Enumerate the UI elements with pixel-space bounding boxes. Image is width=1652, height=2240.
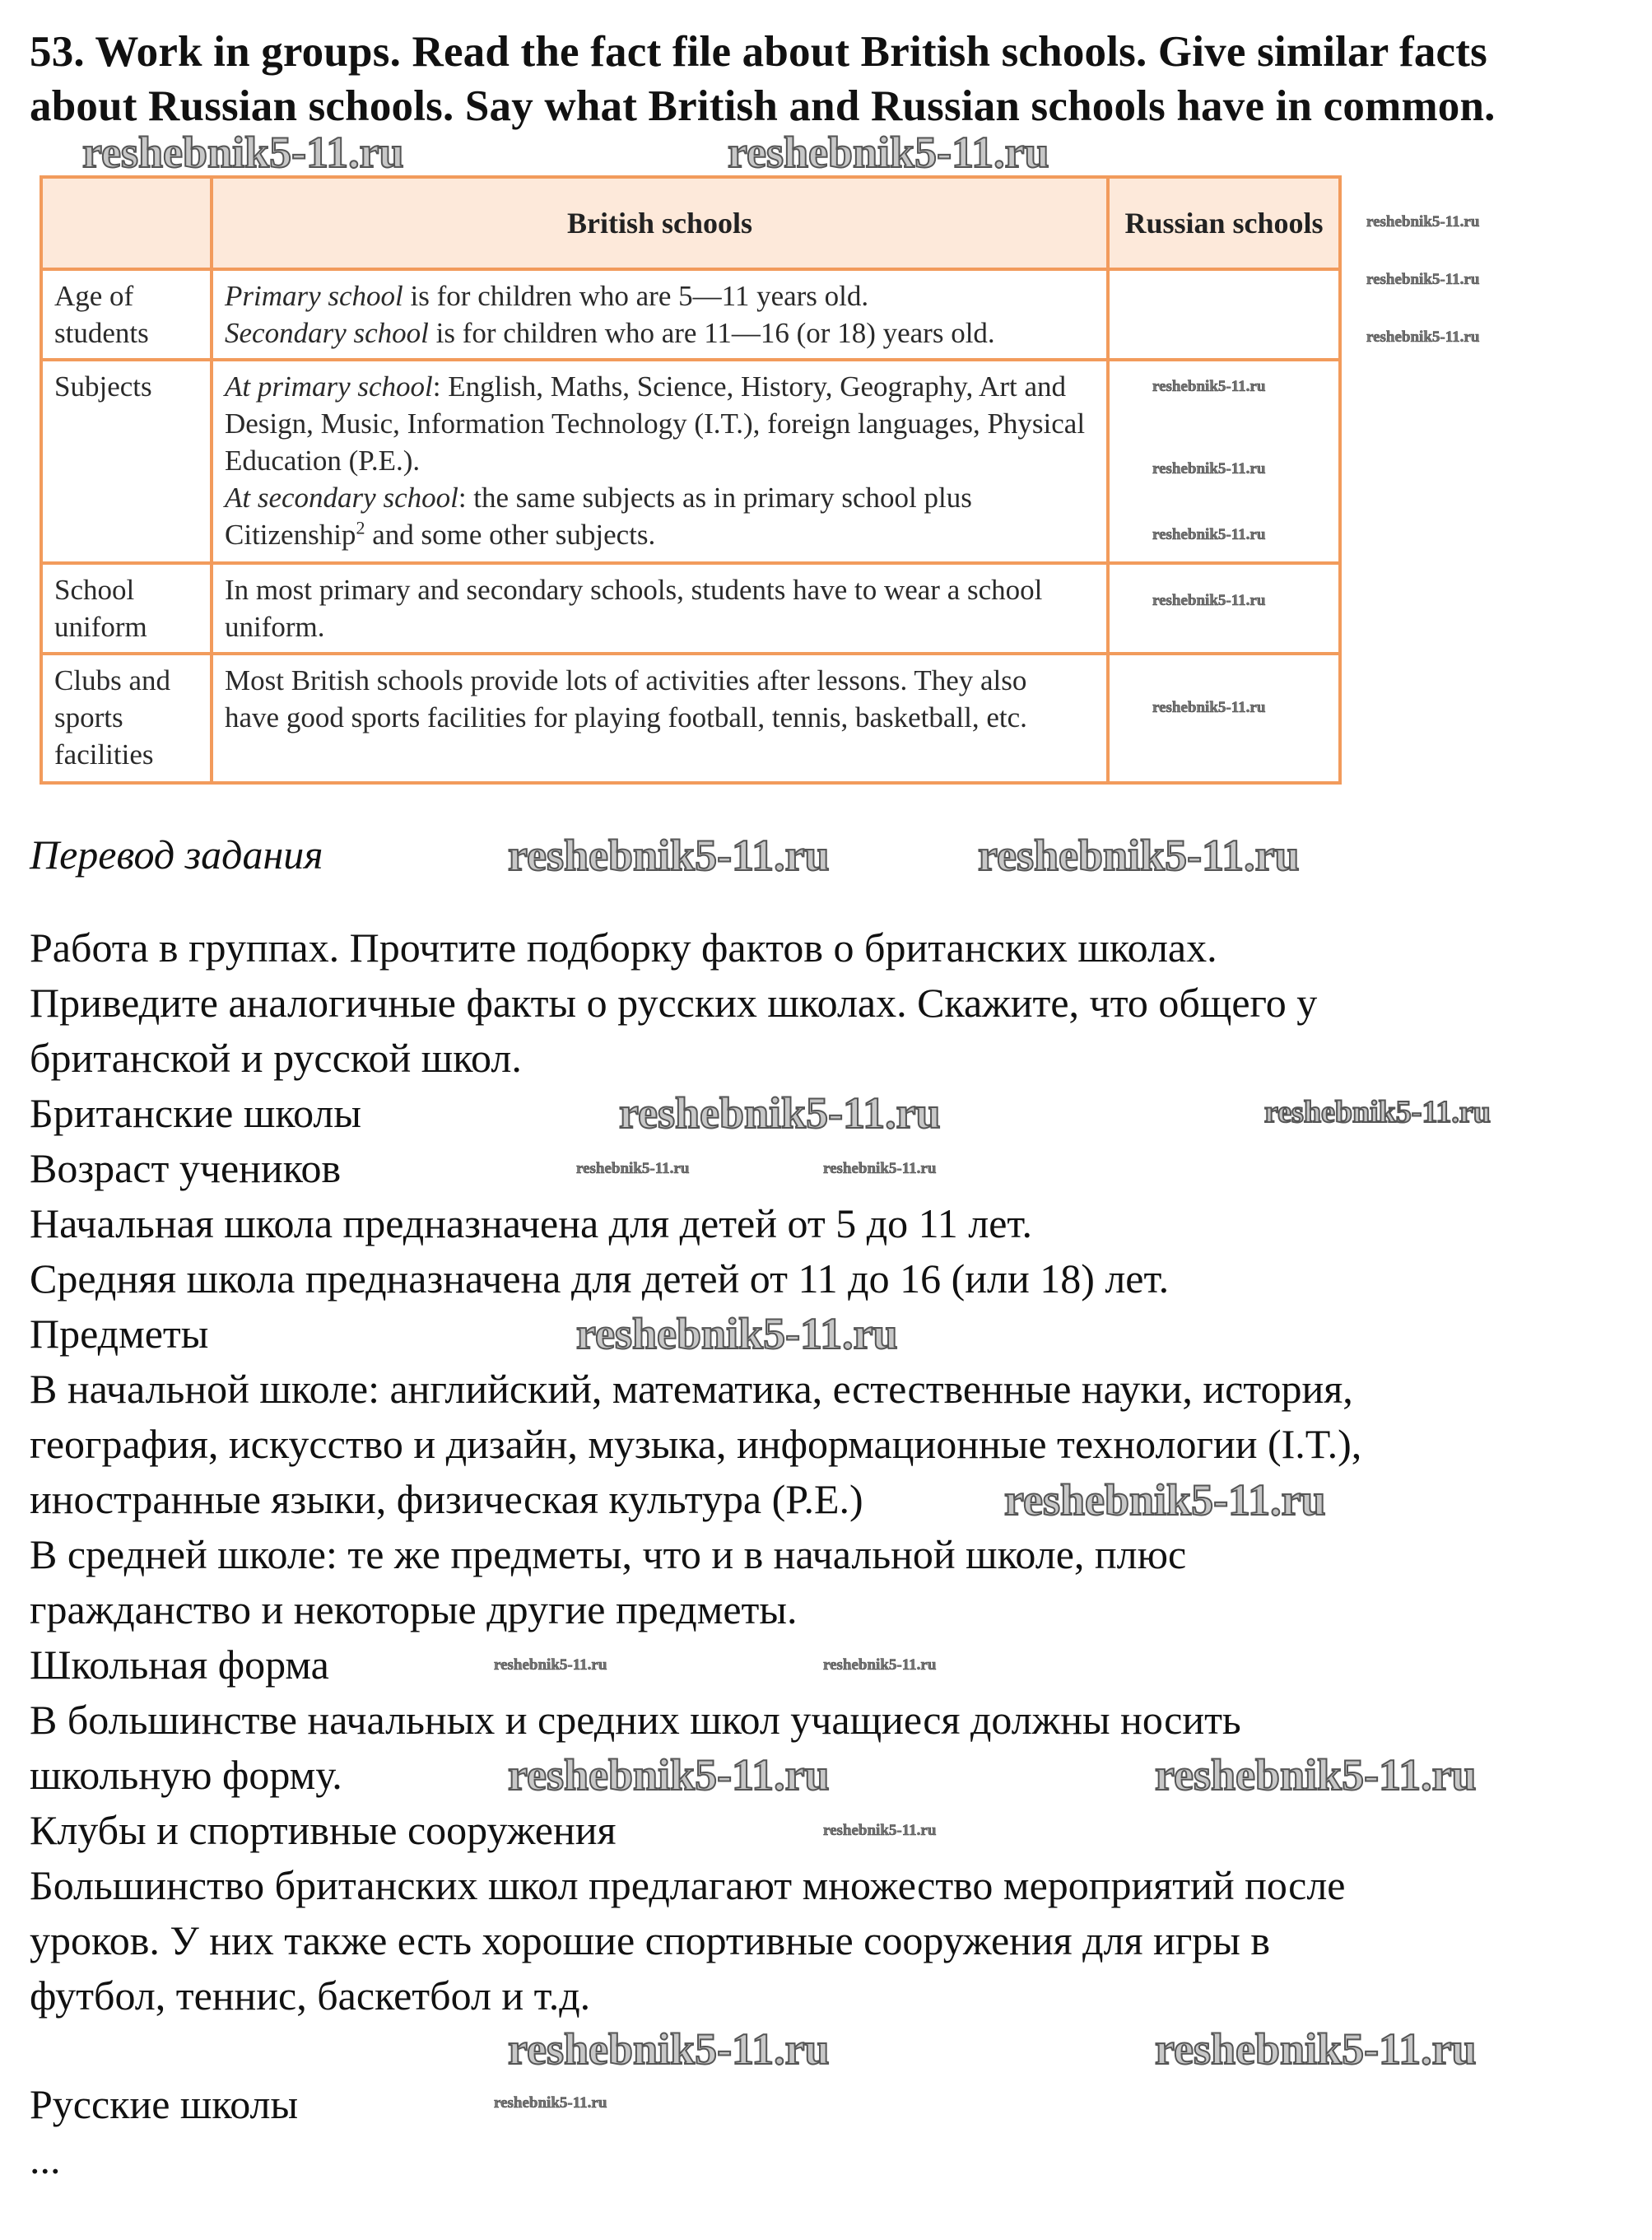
row-russian [1108,269,1340,360]
watermark: reshebnik5-11.ru [823,1160,937,1177]
watermark: reshebnik5-11.ru [508,831,830,880]
watermark: reshebnik5-11.ru [82,128,404,177]
translation-line: Школьная форма [30,1642,329,1688]
translation-line: Большинство британских школ предлагают множество мероприятий после [30,1862,1346,1908]
translation-line: иностранные языки, физическая культура (P.E.) [30,1476,863,1522]
watermark: reshebnik5-11.ru [508,1750,830,1800]
watermark: reshebnik5-11.ru [728,128,1049,177]
watermark: reshebnik5-11.ru [508,2024,830,2074]
watermark: reshebnik5-11.ru [576,1160,690,1177]
row-british [212,360,1108,563]
text: : the same subjects as in primary school plus Citizenship [225,482,972,551]
task-line-2: about Russian schools. Say what British and Russian schools have in common. [30,82,1496,130]
row-label: Clubs and sports facilities [41,654,212,783]
watermark: reshebnik5-11.ru [1004,1475,1326,1525]
translation-line: гражданство и некоторые другие предметы. [30,1586,798,1632]
row-label: Subjects [41,360,212,563]
table-row [41,654,1340,783]
watermark: reshebnik5-11.ru [576,1309,898,1358]
translation-line: футбол, теннис, баскетбол и т.д. [30,1972,591,2019]
task-heading [30,25,1643,133]
row-british: Most British schools provide lots of activities after lessons. They also have good sports facilities for playing football, tennis, basketball, etc. [212,654,1108,783]
translation-body [30,920,1643,2023]
header-empty [41,177,212,269]
watermark: reshebnik5-11.ru [1366,328,1480,346]
translation-line: школьную форму. [30,1752,342,1798]
em-text: At secondary school [225,482,458,514]
header-british: British schools [212,177,1108,269]
row-label: Age of students [41,269,212,360]
table-row [41,269,1340,360]
watermark: reshebnik5-11.ru [1152,592,1266,609]
table-row [41,563,1340,654]
watermark: reshebnik5-11.ru [1152,460,1266,477]
task-line-1: 53. Work in groups. Read the fact file about British schools. Give similar facts [30,28,1487,76]
watermark: reshebnik5-11.ru [494,2094,607,2112]
translation-line: Средняя школа предназначена для детей от 11 до 16 (или 18) лет. [30,1255,1170,1302]
footnote-mark: 2 [356,517,365,538]
watermark: reshebnik5-11.ru [1152,526,1266,543]
translation-line: Начальная школа предназначена для детей от 5 до 11 лет. [30,1200,1033,1246]
watermark: reshebnik5-11.ru [1155,2024,1477,2074]
table-row [41,360,1340,563]
translation-line: Работа в группах. Прочтите подборку фактов о британских школах. [30,924,1217,971]
watermark: reshebnik5-11.ru [1152,699,1266,716]
translation-line: В начальной школе: английский, математика, естественные науки, история, [30,1366,1353,1412]
russian-schools-heading: Русские школы [30,2081,299,2127]
watermark: reshebnik5-11.ru [823,1656,937,1674]
watermark: reshebnik5-11.ru [494,1656,607,1674]
row-russian [1108,654,1340,783]
translation-line: В средней школе: те же предметы, что и в начальной школе, плюс [30,1531,1187,1577]
text: and some other subjects. [365,519,656,551]
translation-line: Возраст учеников [30,1145,342,1191]
translation-line: британской и русской школ. [30,1035,522,1081]
row-british: In most primary and secondary schools, students have to wear a school uniform. [212,563,1108,654]
watermark: reshebnik5-11.ru [1366,271,1480,288]
translation-line: Приведите аналогичные факты о русских школах. Скажите, что общего у [30,980,1318,1026]
row-british [212,269,1108,360]
em-text: Secondary school [225,317,429,349]
translation-line: география, искусство и дизайн, музыка, информационные технологии (I.T.), [30,1421,1362,1467]
watermark: reshebnik5-11.ru [1155,1750,1477,1800]
text: is for children who are 11—16 (or 18) years old. [428,317,995,349]
watermark: reshebnik5-11.ru [1264,1095,1491,1129]
watermark: reshebnik5-11.ru [619,1088,941,1138]
watermark: reshebnik5-11.ru [823,1822,937,1839]
ellipsis: ... [30,2136,61,2182]
text: : English, Maths, Science, History, Geography, Art and Design, Music, Information Technology (I.T.), foreign languages, Physical Education (P.E.). [225,370,1086,477]
translation-line: уроков. У них также есть хорошие спортивные сооружения для игры в [30,1917,1271,1963]
em-text: At primary school [225,370,433,403]
watermark: reshebnik5-11.ru [1366,213,1480,231]
header-russian: Russian schools [1108,177,1340,269]
watermark: reshebnik5-11.ru [978,831,1300,880]
row-label: School uniform [41,563,212,654]
translation-line: Британские школы [30,1090,361,1136]
text: is for children who are 5—11 years old. [403,280,869,312]
translation-line: Предметы [30,1311,209,1357]
watermark: reshebnik5-11.ru [1152,378,1266,395]
translation-line: В большинстве начальных и средних школ учащиеся должны носить [30,1697,1241,1743]
translation-heading: Перевод задания [30,831,323,878]
em-text: Primary school [225,280,403,312]
table-header-row [41,177,1340,269]
translation-line: Клубы и спортивные сооружения [30,1807,617,1853]
fact-file-table [40,175,1342,785]
